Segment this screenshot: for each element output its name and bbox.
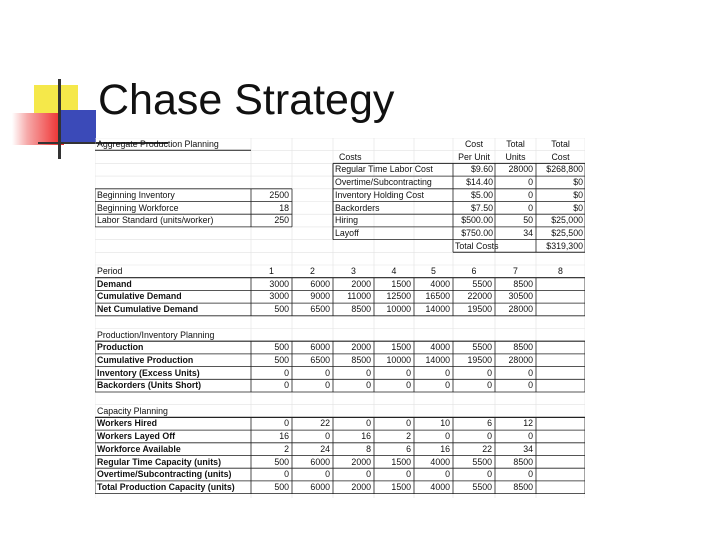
production-row-value: 1500 xyxy=(391,342,411,353)
capacity-row-value: 0 xyxy=(528,469,533,480)
capacity-row-value: 24 xyxy=(320,443,330,454)
total-costs-label: Total Costs xyxy=(455,240,499,251)
cost-per-unit: $14.40 xyxy=(466,177,493,188)
cost-label: Regular Time Labor Cost xyxy=(335,164,433,175)
demand-row-value: 14000 xyxy=(425,304,450,315)
sheet-header-title: Aggregate Production Planning xyxy=(97,139,219,149)
demand-row-value: 3000 xyxy=(269,278,289,289)
production-row-value: 10000 xyxy=(386,354,411,365)
capacity-row-value: 16 xyxy=(279,431,289,442)
demand-row-label: Demand xyxy=(97,278,132,289)
param-value: 18 xyxy=(279,202,289,213)
col-header-total-line1: Total xyxy=(551,139,570,149)
cost-total-units: 50 xyxy=(523,215,533,226)
period-number: 2 xyxy=(310,266,315,276)
demand-row-value: 5500 xyxy=(472,278,492,289)
capacity-row-value: 500 xyxy=(274,456,289,467)
cost-total-units: 0 xyxy=(528,189,533,200)
param-value: 2500 xyxy=(269,189,289,200)
capacity-row-value: 0 xyxy=(284,418,289,429)
demand-row-value: 22000 xyxy=(467,291,492,302)
production-row-value: 5500 xyxy=(472,342,492,353)
capacity-row-value: 0 xyxy=(325,469,330,480)
production-row-value: 8500 xyxy=(351,354,371,365)
cost-total: $25,500 xyxy=(551,227,583,238)
production-row-value: 500 xyxy=(274,342,289,353)
cost-label: Hiring xyxy=(335,215,358,226)
production-row-value: 0 xyxy=(528,380,533,391)
demand-row-value: 28000 xyxy=(508,304,533,315)
production-row-label: Production xyxy=(97,342,144,353)
cost-per-unit: $500.00 xyxy=(461,215,493,226)
production-row-value: 6500 xyxy=(310,354,330,365)
production-row-value: 0 xyxy=(487,380,492,391)
cost-per-unit: $7.50 xyxy=(470,202,493,213)
capacity-row-value: 0 xyxy=(284,469,289,480)
period-number: 8 xyxy=(558,266,563,276)
demand-row-value: 6000 xyxy=(310,278,330,289)
period-number: 7 xyxy=(513,266,518,276)
demand-row-label: Cumulative Demand xyxy=(97,291,182,302)
production-row-value: 14000 xyxy=(425,354,450,365)
capacity-row-value: 6 xyxy=(487,418,492,429)
cost-label: Overtime/Subcontracting xyxy=(335,177,432,188)
capacity-row-value: 0 xyxy=(325,431,330,442)
period-number: 6 xyxy=(471,266,477,276)
production-section-title: Production/Inventory Planning xyxy=(97,329,215,340)
capacity-row-value: 1500 xyxy=(391,456,411,467)
capacity-row-value: 10 xyxy=(440,418,450,429)
capacity-row-value: 0 xyxy=(406,469,411,480)
production-row-value: 500 xyxy=(274,354,289,365)
decor-blue-square xyxy=(60,110,96,144)
demand-row-value: 19500 xyxy=(467,304,492,315)
capacity-row-value: 6 xyxy=(406,443,411,454)
production-row-label: Inventory (Excess Units) xyxy=(97,367,200,378)
cost-label: Layoff xyxy=(335,227,359,238)
capacity-row-value: 0 xyxy=(445,469,450,480)
col-header-total-line2: Cost xyxy=(551,151,570,162)
capacity-row-value: 500 xyxy=(274,481,289,492)
period-label: Period xyxy=(97,266,123,276)
production-row-value: 0 xyxy=(284,367,289,378)
period-number: 5 xyxy=(431,266,436,276)
production-row-value: 0 xyxy=(366,380,371,391)
period-number: 1 xyxy=(269,266,274,276)
production-row-value: 2000 xyxy=(351,342,371,353)
demand-row-value: 2000 xyxy=(351,278,371,289)
capacity-row-label: Regular Time Capacity (units) xyxy=(97,456,221,467)
production-row-value: 0 xyxy=(406,367,411,378)
production-row-value: 0 xyxy=(528,367,533,378)
cost-total-units: 0 xyxy=(528,177,533,188)
production-row-value: 0 xyxy=(445,380,450,391)
capacity-row-label: Total Production Capacity (units) xyxy=(97,481,235,492)
period-number: 4 xyxy=(391,266,397,276)
demand-row-value: 500 xyxy=(274,304,289,315)
production-row-label: Backorders (Units Short) xyxy=(97,380,202,391)
capacity-row-value: 0 xyxy=(366,469,371,480)
capacity-row-value: 0 xyxy=(487,431,492,442)
cost-label: Inventory Holding Cost xyxy=(335,189,424,200)
param-label: Labor Standard (units/worker) xyxy=(97,215,214,226)
cost-total: $0 xyxy=(573,202,583,213)
demand-row-value: 11000 xyxy=(347,291,371,302)
capacity-row-value: 6000 xyxy=(310,456,330,467)
production-row-value: 28000 xyxy=(508,354,533,365)
capacity-row-value: 2000 xyxy=(351,481,371,492)
col-header-units-line2: Units xyxy=(505,151,526,162)
capacity-row-value: 22 xyxy=(482,443,492,454)
slide-title: Chase Strategy xyxy=(98,76,395,124)
decor-vertical-line xyxy=(58,79,61,159)
demand-row-value: 30500 xyxy=(508,291,533,302)
period-number: 3 xyxy=(351,266,356,276)
cost-total: $268,800 xyxy=(546,164,583,175)
cost-per-unit: $750.00 xyxy=(461,227,493,238)
demand-row-value: 12500 xyxy=(386,291,411,302)
production-row-value: 8500 xyxy=(513,342,533,353)
capacity-row-value: 0 xyxy=(528,431,533,442)
demand-row-value: 8500 xyxy=(513,278,533,289)
capacity-row-value: 8500 xyxy=(513,456,533,467)
production-row-value: 0 xyxy=(366,367,371,378)
capacity-row-value: 5500 xyxy=(472,481,492,492)
param-value: 250 xyxy=(274,215,289,226)
capacity-row-value: 4000 xyxy=(430,456,450,467)
cost-total-units: 0 xyxy=(528,202,533,213)
production-row-value: 0 xyxy=(284,380,289,391)
cost-total-units: 28000 xyxy=(508,164,533,175)
production-row-value: 0 xyxy=(406,380,411,391)
capacity-section-title: Capacity Planning xyxy=(97,405,168,416)
production-row-value: 0 xyxy=(487,367,492,378)
cost-total: $0 xyxy=(573,177,583,188)
capacity-row-value: 22 xyxy=(320,418,330,429)
production-row-value: 0 xyxy=(445,367,450,378)
capacity-row-value: 2 xyxy=(406,431,411,442)
capacity-row-label: Workforce Available xyxy=(97,443,181,454)
production-row-value: 4000 xyxy=(430,342,450,353)
cost-total-units: 34 xyxy=(523,227,533,238)
capacity-row-value: 1500 xyxy=(391,481,411,492)
capacity-row-label: Workers Layed Off xyxy=(97,431,176,442)
capacity-row-value: 12 xyxy=(523,418,533,429)
capacity-row-value: 2000 xyxy=(351,456,371,467)
col-header-units-line1: Total xyxy=(506,139,525,149)
production-row-value: 0 xyxy=(325,367,330,378)
param-label: Beginning Inventory xyxy=(97,189,175,200)
capacity-row-value: 2 xyxy=(284,443,289,454)
col-header-cost-line1: Cost xyxy=(464,139,484,149)
production-row-label: Cumulative Production xyxy=(97,354,194,365)
cost-per-unit: $9.60 xyxy=(470,164,493,175)
decor-red-gradient-bar xyxy=(12,113,64,145)
capacity-row-value: 0 xyxy=(487,469,492,480)
demand-row-value: 16500 xyxy=(425,291,450,302)
demand-row-value: 4000 xyxy=(430,278,450,289)
demand-row-value: 10000 xyxy=(386,304,411,315)
capacity-row-value: 0 xyxy=(445,431,450,442)
capacity-row-value: 16 xyxy=(361,431,371,442)
demand-row-value: 6500 xyxy=(310,304,330,315)
costs-header: Costs xyxy=(339,151,362,162)
production-row-value: 6000 xyxy=(310,342,330,353)
production-row-value: 0 xyxy=(325,380,330,391)
spreadsheet xyxy=(95,138,585,498)
cost-per-unit: $5.00 xyxy=(470,189,493,200)
capacity-row-value: 5500 xyxy=(472,456,492,467)
capacity-row-value: 4000 xyxy=(430,481,450,492)
param-label: Beginning Workforce xyxy=(97,202,179,213)
demand-row-value: 9000 xyxy=(310,291,330,302)
col-header-cost-line2: Per Unit xyxy=(458,151,490,162)
capacity-row-value: 0 xyxy=(406,418,411,429)
cost-total: $0 xyxy=(573,189,583,200)
production-row-value: 19500 xyxy=(467,354,492,365)
capacity-row-label: Overtime/Subcontracting (units) xyxy=(97,469,232,480)
cost-total: $25,000 xyxy=(551,215,583,226)
cost-label: Backorders xyxy=(335,202,380,213)
demand-row-label: Net Cumulative Demand xyxy=(97,304,199,315)
total-costs-value: $319,300 xyxy=(546,240,583,251)
capacity-row-value: 6000 xyxy=(310,481,330,492)
capacity-row-value: 16 xyxy=(440,443,450,454)
demand-row-value: 8500 xyxy=(351,304,371,315)
capacity-row-label: Workers Hired xyxy=(97,418,157,429)
demand-row-value: 1500 xyxy=(391,278,411,289)
capacity-row-value: 34 xyxy=(523,443,533,454)
demand-row-value: 3000 xyxy=(269,291,289,302)
capacity-row-value: 0 xyxy=(366,418,371,429)
capacity-row-value: 8500 xyxy=(513,481,533,492)
capacity-row-value: 8 xyxy=(366,443,371,454)
